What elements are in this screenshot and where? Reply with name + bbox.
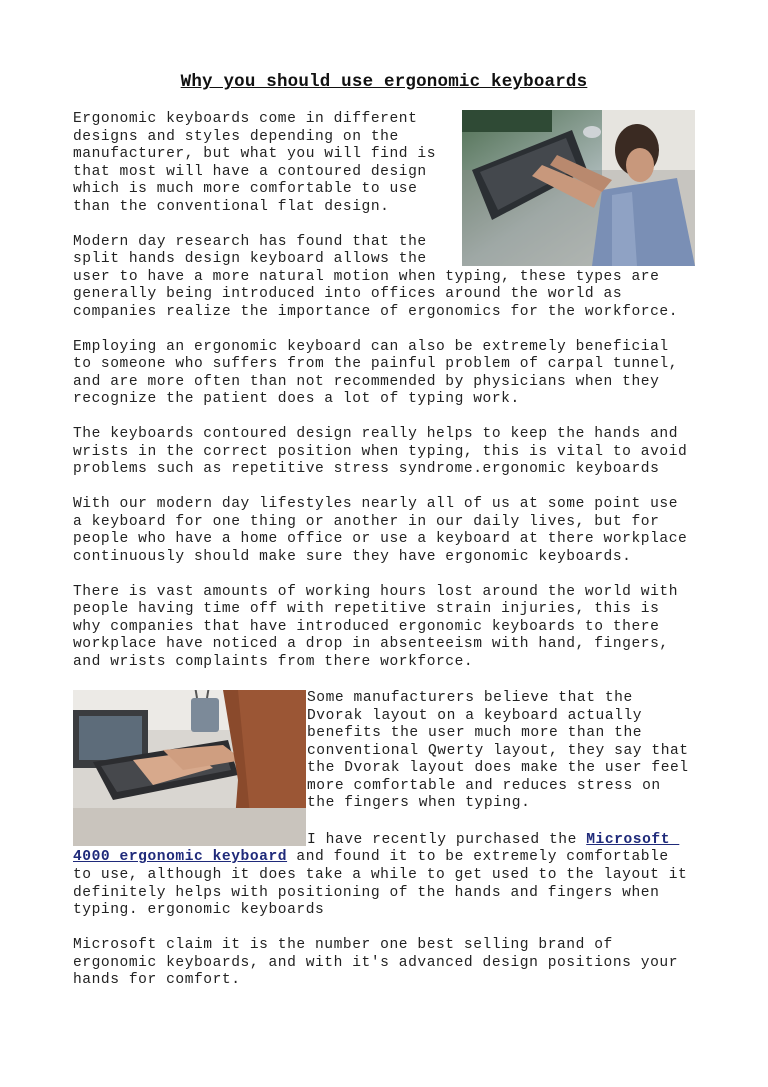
body-line: that most will have a contoured design xyxy=(73,163,427,180)
body-line: designs and styles depending on the xyxy=(73,128,399,145)
closing-line: ergonomic keyboards, and with it's advanced design positions your xyxy=(73,954,678,971)
body-line: workplace have noticed a drop in absenteeism with hand, fingers, xyxy=(73,636,669,652)
body-line: Ergonomic keyboards come in different xyxy=(73,111,418,127)
body-line: Modern day research has found that the xyxy=(73,233,427,250)
dvorak-line: Some manufacturers believe that the xyxy=(307,690,633,706)
body-line: than the conventional flat design. xyxy=(73,198,390,215)
body-line: and are more often than not recommended by physicians when they xyxy=(73,373,660,390)
body-line: why companies that have introduced ergonomic keyboards to there xyxy=(73,618,660,635)
purchase-line: definitely helps with positioning of the hands and fingers when xyxy=(73,884,660,901)
body-line: generally being introduced into offices around the world as xyxy=(73,286,623,302)
purchase-line: typing. ergonomic keyboards xyxy=(73,902,325,918)
dvorak-line: conventional Qwerty layout, they say that xyxy=(307,742,689,759)
purchase-first-line xyxy=(307,832,679,850)
purchase-lead-text: I have recently purchased the xyxy=(307,832,587,848)
body-line: problems such as repetitive stress syndrome.ergonomic keyboards xyxy=(73,461,660,477)
microsoft-keyboard-link[interactable]: Microsoft xyxy=(586,832,680,848)
purchase-after-link-text: and found it to be extremely comfortable xyxy=(287,849,669,865)
closing-line: Microsoft claim it is the number one best selling brand of xyxy=(73,937,613,953)
body-line: There is vast amounts of working hours lost around the world with xyxy=(73,583,678,600)
body-line: manufacturer, but what you will find is xyxy=(73,146,436,162)
body-line: a keyboard for one thing or another in our daily lives, but for xyxy=(73,513,660,530)
dvorak-line: benefits the user much more than the xyxy=(307,725,643,741)
purchase-line: to use, although it does take a while to get used to the layout it xyxy=(73,867,688,883)
body-line: people who have a home office or use a keyboard at there workplace xyxy=(73,531,688,547)
closing-line: hands for comfort. xyxy=(73,972,241,988)
body-line: The keyboards contoured design really helps to keep the hands and xyxy=(73,426,678,442)
dvorak-line: the Dvorak layout does make the user feel xyxy=(307,760,689,776)
body-line: recognize the patient does a lot of typing work. xyxy=(73,391,520,407)
body-line: which is much more comfortable to use xyxy=(73,181,418,197)
body-line: and wrists complaints from there workforce. xyxy=(73,653,474,670)
dvorak-line: the fingers when typing. xyxy=(307,795,531,811)
dvorak-line: more comfortable and reduces stress on xyxy=(307,777,661,794)
woman-typing-photo xyxy=(462,110,695,266)
body-line: to someone who suffers from the painful problem of carpal tunnel, xyxy=(73,356,678,372)
body-line: split hands design keyboard allows the xyxy=(73,251,427,267)
body-line: companies realize the importance of ergonomics for the workforce. xyxy=(73,303,678,320)
dvorak-line: Dvorak layout on a keyboard actually xyxy=(307,707,643,724)
body-line: Employing an ergonomic keyboard can also be extremely beneficial xyxy=(73,338,669,355)
body-line: With our modern day lifestyles nearly all of us at some point use xyxy=(73,496,678,512)
body-line: user to have a more natural motion when typing, these types are xyxy=(73,268,660,285)
body-line: wrists in the correct position when typing, this is vital to avoid xyxy=(73,443,688,460)
body-line: continuously should make sure they have ergonomic keyboards. xyxy=(73,548,632,565)
page-title: Why you should use ergonomic keyboards xyxy=(180,72,588,92)
body-line: people having time off with repetitive strain injuries, this is xyxy=(73,601,660,617)
hands-on-keyboard-photo xyxy=(73,690,306,846)
microsoft-keyboard-link-cont[interactable]: 4000 ergonomic keyboard xyxy=(73,849,288,865)
purchase-second-line xyxy=(73,849,669,867)
